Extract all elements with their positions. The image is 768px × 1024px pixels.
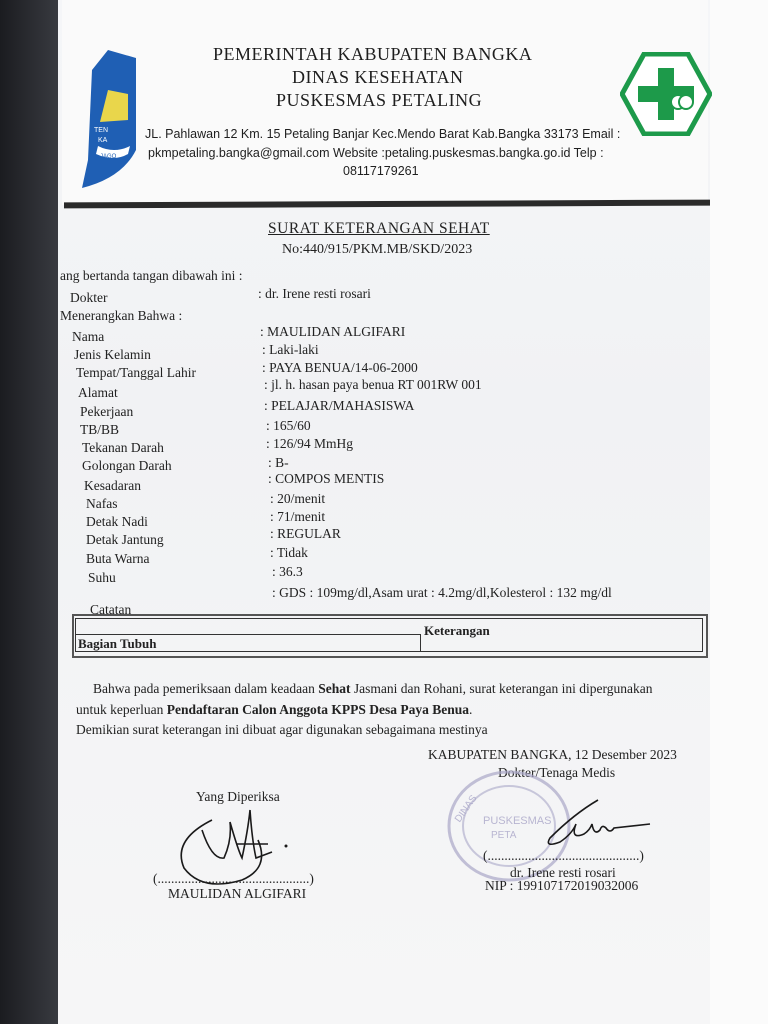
header-government: PEMERINTAH KABUPATEN BANGKA — [213, 44, 533, 64]
table-header-keterangan: Keterangan — [424, 623, 490, 638]
field-label-jenis-kelamin: Jenis Kelamin — [74, 347, 151, 362]
field-label-tempat-tanggal-lahir: Tempat/Tanggal Lahir — [76, 365, 196, 380]
field-label-kesadaran: Kesadaran — [84, 478, 141, 493]
stamp-text-1: DINAS — [453, 793, 480, 825]
paragraph-1-text: Bahwa pada pemeriksaan dalam keadaan — [93, 681, 319, 696]
field-value-buta-warna: : Tidak — [270, 545, 308, 560]
field-label-tekanan-darah: Tekanan Darah — [82, 440, 164, 455]
field-value-jenis-kelamin: : Laki-laki — [262, 342, 319, 357]
field-label-alamat: Alamat — [78, 385, 118, 400]
field-label-nafas: Nafas — [86, 496, 118, 511]
doctor-signature-line: (.............................................) — [483, 848, 644, 863]
field-label-nama: Nama — [72, 329, 105, 344]
header-puskesmas: PUSKESMAS PETALING — [276, 90, 483, 110]
field-value-kesadaran: : COMPOS MENTIS — [268, 471, 385, 486]
field-label-catatan: Catatan — [90, 602, 132, 617]
stamp-text-2: PUSKESMAS — [483, 815, 552, 827]
field-label-detak-jantung: Detak Jantung — [86, 532, 164, 547]
signer-role: Dokter/Tenaga Medis — [498, 765, 616, 780]
regency-crest-icon — [78, 50, 136, 190]
doctor-nip: NIP : 199107172019032006 — [485, 878, 639, 893]
background-right — [708, 0, 768, 1024]
paragraph-2-text: untuk keperluan — [76, 702, 167, 717]
patient-name: MAULIDAN ALGIFARI — [168, 886, 307, 901]
paragraph-purpose — [76, 702, 472, 718]
document-title: SURAT KETERANGAN SEHAT — [268, 220, 490, 237]
field-label-pekerjaan: Pekerjaan — [80, 404, 134, 419]
header-department: DINAS KESEHATAN — [292, 67, 464, 87]
document-number: No:440/915/PKM.MB/SKD/2023 — [282, 242, 473, 257]
field-value-tb-bb: : 165/60 — [266, 418, 311, 433]
doctor-label: Dokter — [70, 290, 108, 305]
field-label-tb-bb: TB/BB — [80, 422, 120, 437]
paragraph-1-emphasis: Sehat — [318, 681, 351, 696]
background-left — [0, 0, 62, 1024]
paragraph-health-statement — [93, 681, 652, 697]
field-value-golongan-darah: : B- — [268, 455, 289, 470]
paragraph-closing: Demikian surat keterangan ini dibuat agar digunakan sebagaimana mestinya — [76, 722, 488, 737]
field-value-tekanan-darah: : 126/94 MmHg — [266, 436, 354, 451]
doctor-value: : dr. Irene resti rosari — [258, 286, 371, 301]
doctor-name: dr. Irene resti rosari — [510, 865, 616, 880]
crest-text-2: KA — [98, 137, 108, 144]
field-label-suhu: Suhu — [88, 570, 116, 585]
paragraph-2-text-end: . — [469, 702, 473, 717]
field-label-detak-nadi: Detak Nadi — [86, 514, 148, 529]
field-value-detak-nadi: : 71/menit — [270, 509, 326, 524]
field-value-suhu: : 36.3 — [272, 564, 303, 579]
field-value-tempat-tanggal-lahir: : PAYA BENUA/14-06-2000 — [262, 360, 418, 375]
header-address-line3: 08117179261 — [343, 164, 419, 178]
intro-text: ang bertanda tangan dibawah ini : — [60, 268, 243, 283]
field-value-nafas: : 20/menit — [270, 491, 326, 506]
examined-label: Yang Diperiksa — [196, 789, 280, 804]
field-value-alamat: : jl. h. hasan paya benua RT 001RW 001 — [264, 377, 482, 392]
field-value-detak-jantung: : REGULAR — [270, 526, 341, 541]
crest-text-1: TEN — [94, 127, 108, 134]
place-date: KABUPATEN BANGKA, 12 Desember 2023 — [428, 747, 677, 762]
puskesmas-logo-icon — [620, 52, 712, 136]
field-value-nama: : MAULIDAN ALGIFARI — [260, 324, 406, 339]
stamp-text-3: PETA — [491, 830, 517, 841]
header-address-line1: JL. Pahlawan 12 Km. 15 Petaling Banjar Kec.Mendo Barat Kab.Bangka 33173 Email : — [145, 127, 621, 141]
header-address-line2: pkmpetaling.bangka@gmail.com Website :petaling.puskesmas.bangka.go.id Telp : — [148, 146, 604, 160]
field-label-golongan-darah: Golongan Darah — [82, 458, 172, 473]
states-text: Menerangkan Bahwa : — [60, 308, 183, 323]
paragraph-1-text-end: Jasmani dan Rohani, surat keterangan ini dipergunakan — [350, 681, 653, 696]
field-value-pekerjaan: : PELAJAR/MAHASISWA — [264, 398, 415, 413]
field-label-buta-warna: Buta Warna — [86, 551, 150, 566]
table-header-bagian-tubuh: Bagian Tubuh — [78, 636, 157, 651]
crest-text-3: JAGO — [100, 154, 117, 160]
field-value-catatan: : GDS : 109mg/dl,Asam urat : 4.2mg/dl,Kolesterol : 132 mg/dl — [272, 585, 612, 600]
paragraph-2-emphasis: Pendaftaran Calon Anggota KPPS Desa Paya Benua — [166, 702, 470, 717]
patient-signature-line: (.............................................) — [153, 871, 314, 886]
